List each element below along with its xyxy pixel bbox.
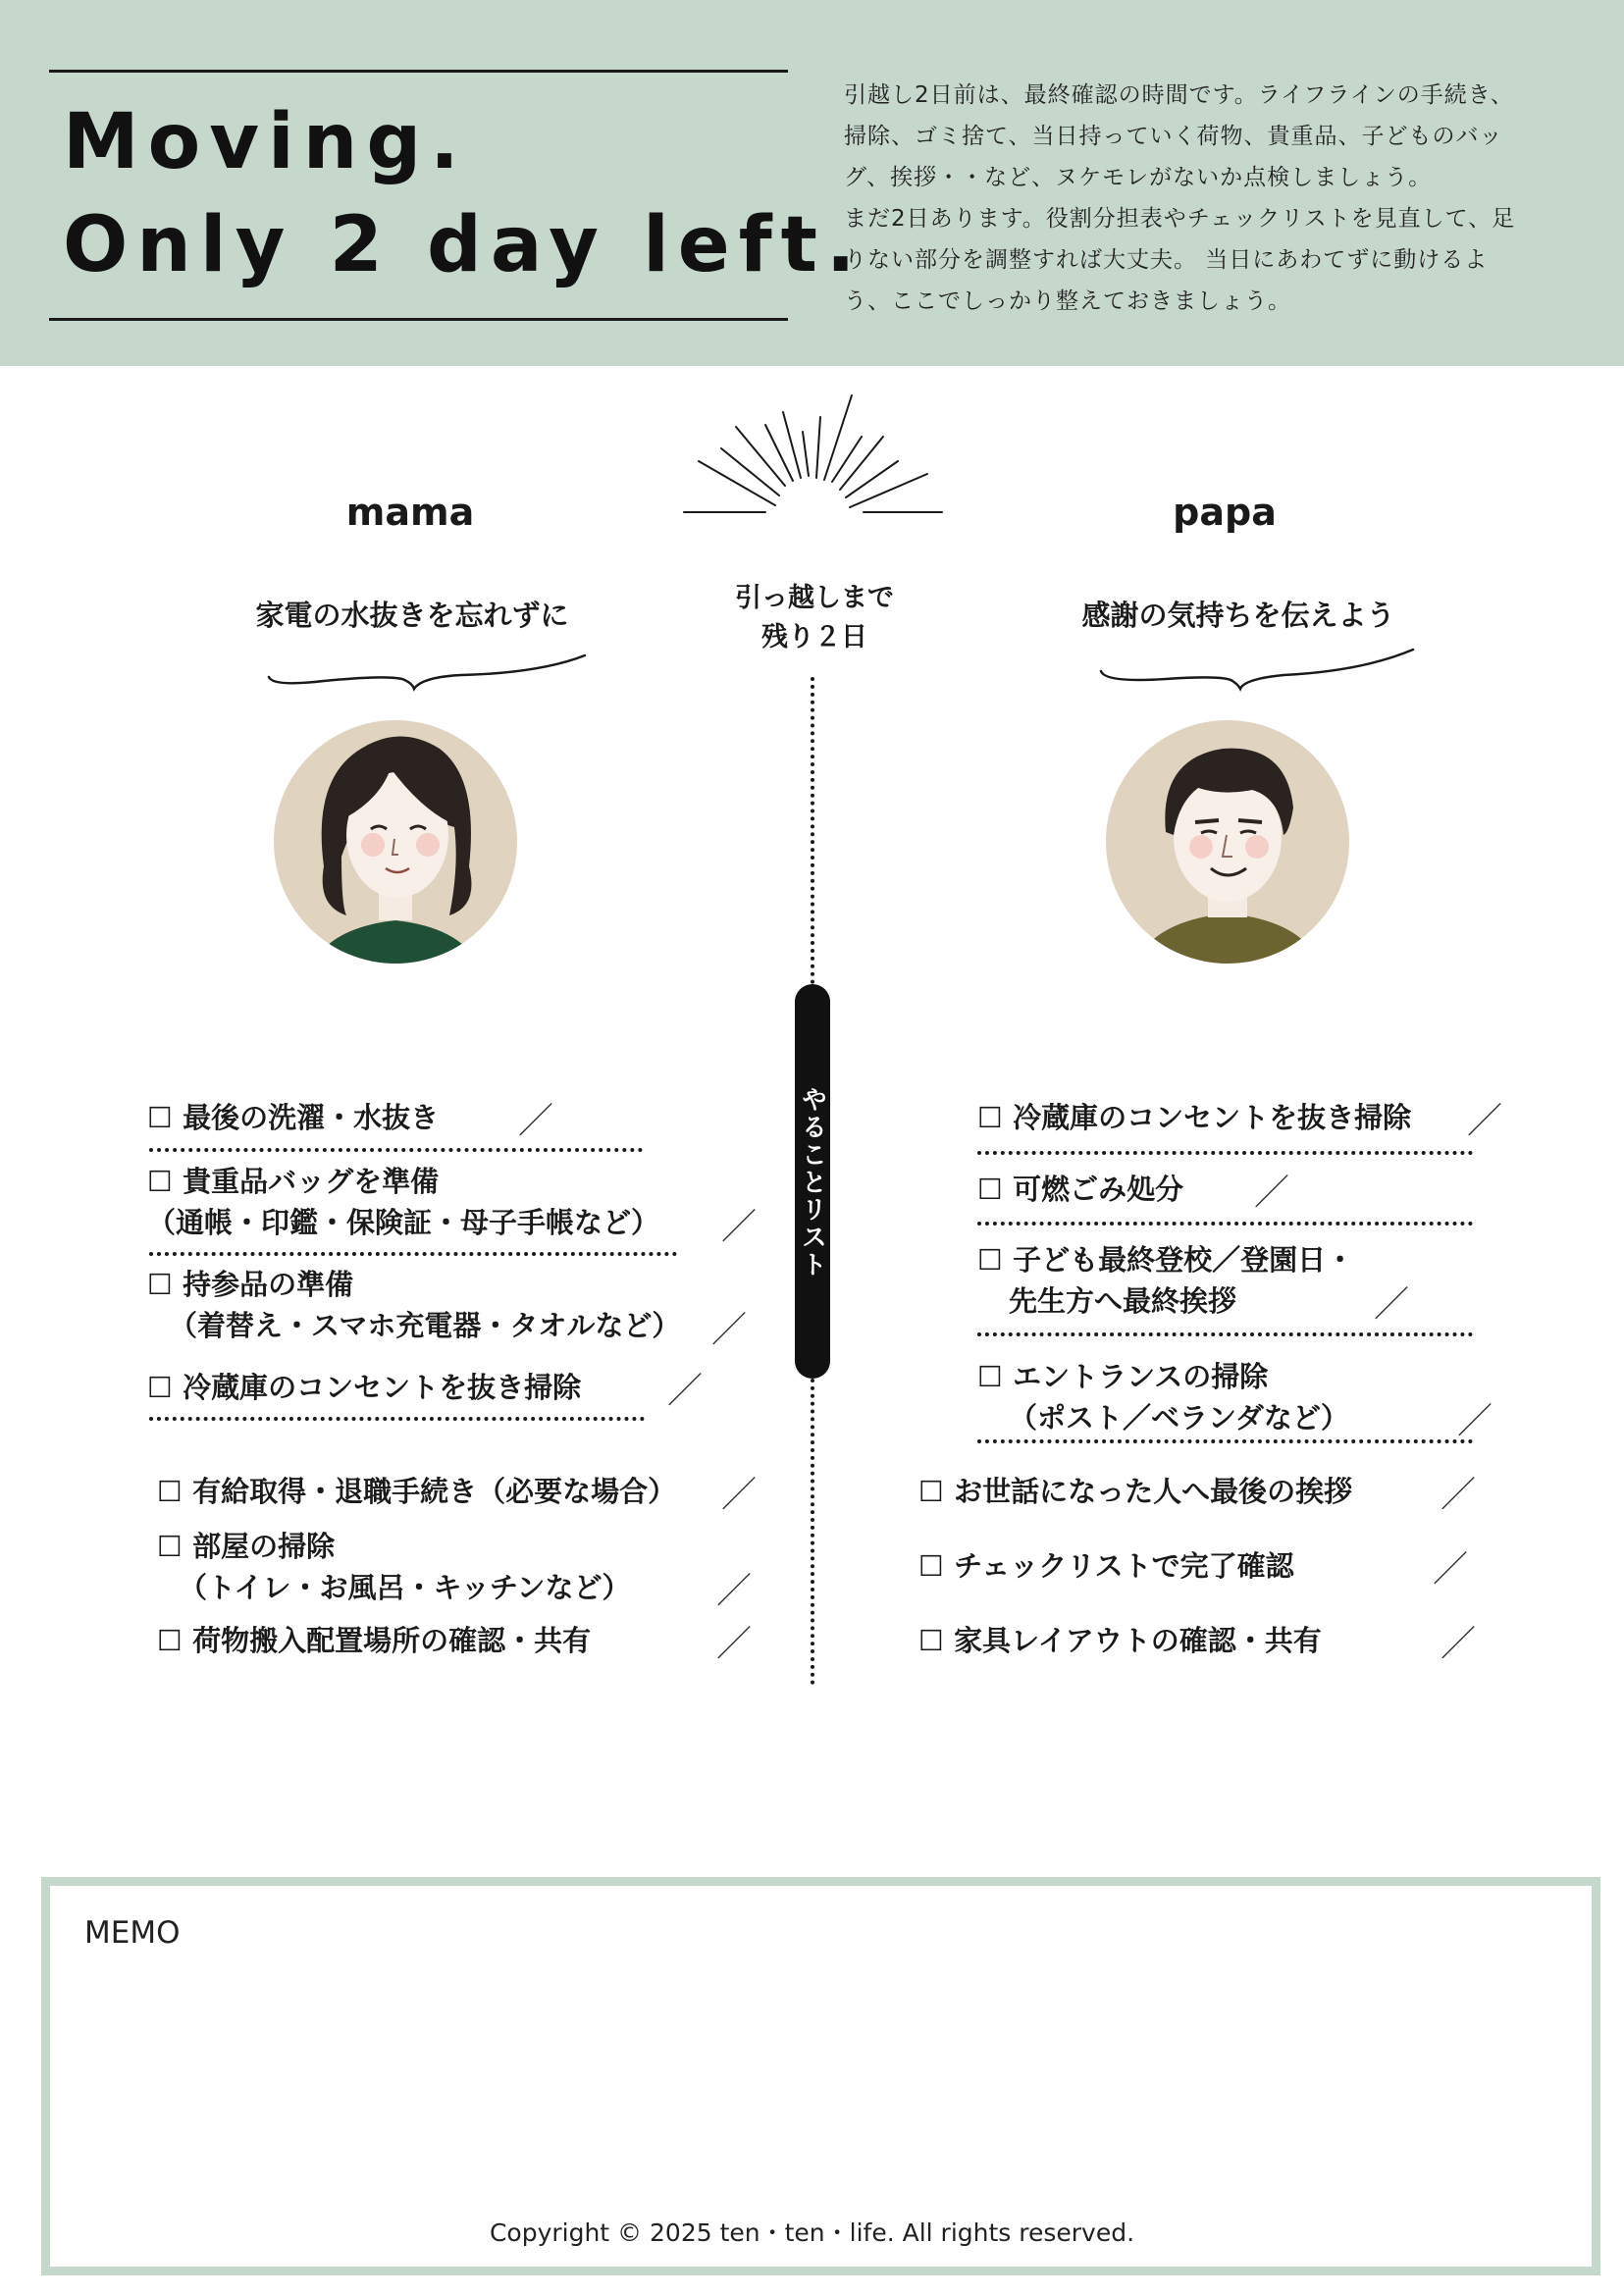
check-slash: ／ (1441, 1624, 1477, 1664)
check-slash: ／ (716, 1571, 753, 1611)
mama-tagline: 家電の水抜きを忘れずに (255, 599, 569, 632)
papa-tagline: 感謝の気持ちを伝えよう (1081, 599, 1395, 632)
papa-avatar-icon (1105, 719, 1350, 965)
page-title-line1: Moving. (63, 98, 468, 186)
task-text: ☐ 家具レイアウトの確認・共有 (918, 1624, 1322, 1657)
task-text: ☐ 部屋の掃除 (157, 1530, 336, 1563)
mama-task-3[interactable] (147, 1264, 680, 1346)
mama-task-5[interactable] (157, 1471, 676, 1512)
intro-line: う、ここでしっかり整えておきましょう。 (844, 288, 1291, 314)
task-text-detail: （トイレ・お風呂・キッチンなど） (179, 1571, 631, 1604)
check-slash: ／ (721, 1475, 758, 1515)
task-text-detail: （通帳・印鑑・保険証・母子手帳など） (147, 1206, 660, 1239)
speech-brace-icon (1097, 648, 1421, 697)
check-slash: ／ (518, 1101, 554, 1141)
task-separator (977, 1151, 1473, 1155)
intro-line: まだ2日あります。役割分担表やチェックリストを見直して、足 (844, 206, 1516, 232)
page-title-line2: Only 2 day left. (63, 201, 864, 289)
task-text-detail: （ポスト／ベランダなど） (1009, 1401, 1349, 1435)
task-text: ☐ エントランスの掃除 (977, 1360, 1269, 1393)
task-separator (977, 1439, 1473, 1443)
check-slash: ／ (1374, 1284, 1410, 1325)
task-text: ☐ 冷蔵庫のコンセントを抜き掃除 (977, 1101, 1412, 1134)
task-text: ☐ 荷物搬入配置場所の確認・共有 (157, 1624, 592, 1657)
countdown-line2: 残り２日 (761, 622, 867, 652)
task-separator (977, 1222, 1473, 1226)
task-text: ☐ 有給取得・退職手続き（必要な場合） (157, 1475, 677, 1508)
check-slash: ／ (1433, 1549, 1469, 1590)
todo-label: やることリスト (797, 1086, 827, 1278)
mama-task-1[interactable] (147, 1097, 439, 1138)
task-text: ☐ チェックリストで完了確認 (918, 1549, 1294, 1583)
papa-name: papa (1173, 491, 1277, 534)
countdown-label (677, 579, 952, 657)
intro-line: 掃除、ゴミ捨て、当日持っていく荷物、貴重品、子どものバッ (844, 124, 1503, 149)
check-slash: ／ (1441, 1475, 1477, 1515)
mama-task-4[interactable] (147, 1367, 581, 1408)
task-text: ☐ 貴重品バッグを準備 (147, 1165, 440, 1198)
title-rule-bottom (49, 318, 788, 321)
mama-name: mama (345, 491, 475, 534)
title-rule-top (49, 70, 788, 73)
papa-task-3[interactable] (977, 1239, 1354, 1322)
intro-line: グ、挨拶・・など、ヌケモレがないか点検しましょう。 (844, 165, 1433, 190)
mama-avatar-icon (273, 719, 518, 965)
intro-line: 引越し2日前は、最終確認の時間です。ライフラインの手続き、 (844, 82, 1514, 108)
check-slash: ／ (716, 1624, 753, 1664)
task-text: ☐ 子ども最終登校／登園日・ (977, 1243, 1355, 1277)
center-divider-top (811, 677, 814, 984)
mama-task-7[interactable] (157, 1620, 591, 1661)
intro-line: りない部分を調整すれば大丈夫。 当日にあわてずに動けるよ (844, 247, 1489, 273)
check-slash: ／ (721, 1207, 758, 1247)
check-slash: ／ (1467, 1101, 1503, 1141)
task-separator (977, 1332, 1473, 1336)
center-divider-bottom (811, 1379, 814, 1685)
papa-task-7[interactable] (918, 1620, 1322, 1661)
papa-task-6[interactable] (918, 1545, 1294, 1587)
check-slash: ／ (1254, 1173, 1290, 1213)
task-text: ☐ 冷蔵庫のコンセントを抜き掃除 (147, 1371, 582, 1404)
task-text: ☐ お世話になった人へ最後の挨拶 (918, 1475, 1353, 1508)
papa-task-1[interactable] (977, 1097, 1411, 1138)
task-separator (149, 1252, 677, 1256)
task-text: ☐ 最後の洗濯・水抜き (147, 1101, 440, 1134)
memo-label: MEMO (84, 1915, 181, 1951)
intro-text (844, 75, 1570, 322)
papa-task-4[interactable] (977, 1356, 1349, 1438)
check-slash: ／ (1457, 1401, 1493, 1441)
copyright: Copyright © 2025 ten・ten・life. All rights reserved. (489, 2218, 1135, 2247)
mama-task-6[interactable] (157, 1526, 631, 1608)
task-separator (149, 1148, 643, 1152)
mama-task-2[interactable] (147, 1161, 659, 1243)
speech-brace-icon (265, 648, 589, 697)
papa-task-5[interactable] (918, 1471, 1352, 1512)
countdown-line1: 引っ越しまで (735, 583, 894, 613)
task-text: ☐ 持参品の準備 (147, 1268, 354, 1301)
task-text-detail: （着替え・スマホ充電器・タオルなど） (169, 1309, 681, 1342)
task-separator (149, 1417, 645, 1421)
task-text-detail: 先生方へ最終挨拶 (1009, 1284, 1237, 1318)
task-text: ☐ 可燃ごみ処分 (977, 1173, 1184, 1206)
sunburst-icon (677, 388, 952, 525)
check-slash: ／ (667, 1371, 704, 1411)
papa-task-2[interactable] (977, 1169, 1183, 1210)
check-slash: ／ (711, 1310, 748, 1350)
